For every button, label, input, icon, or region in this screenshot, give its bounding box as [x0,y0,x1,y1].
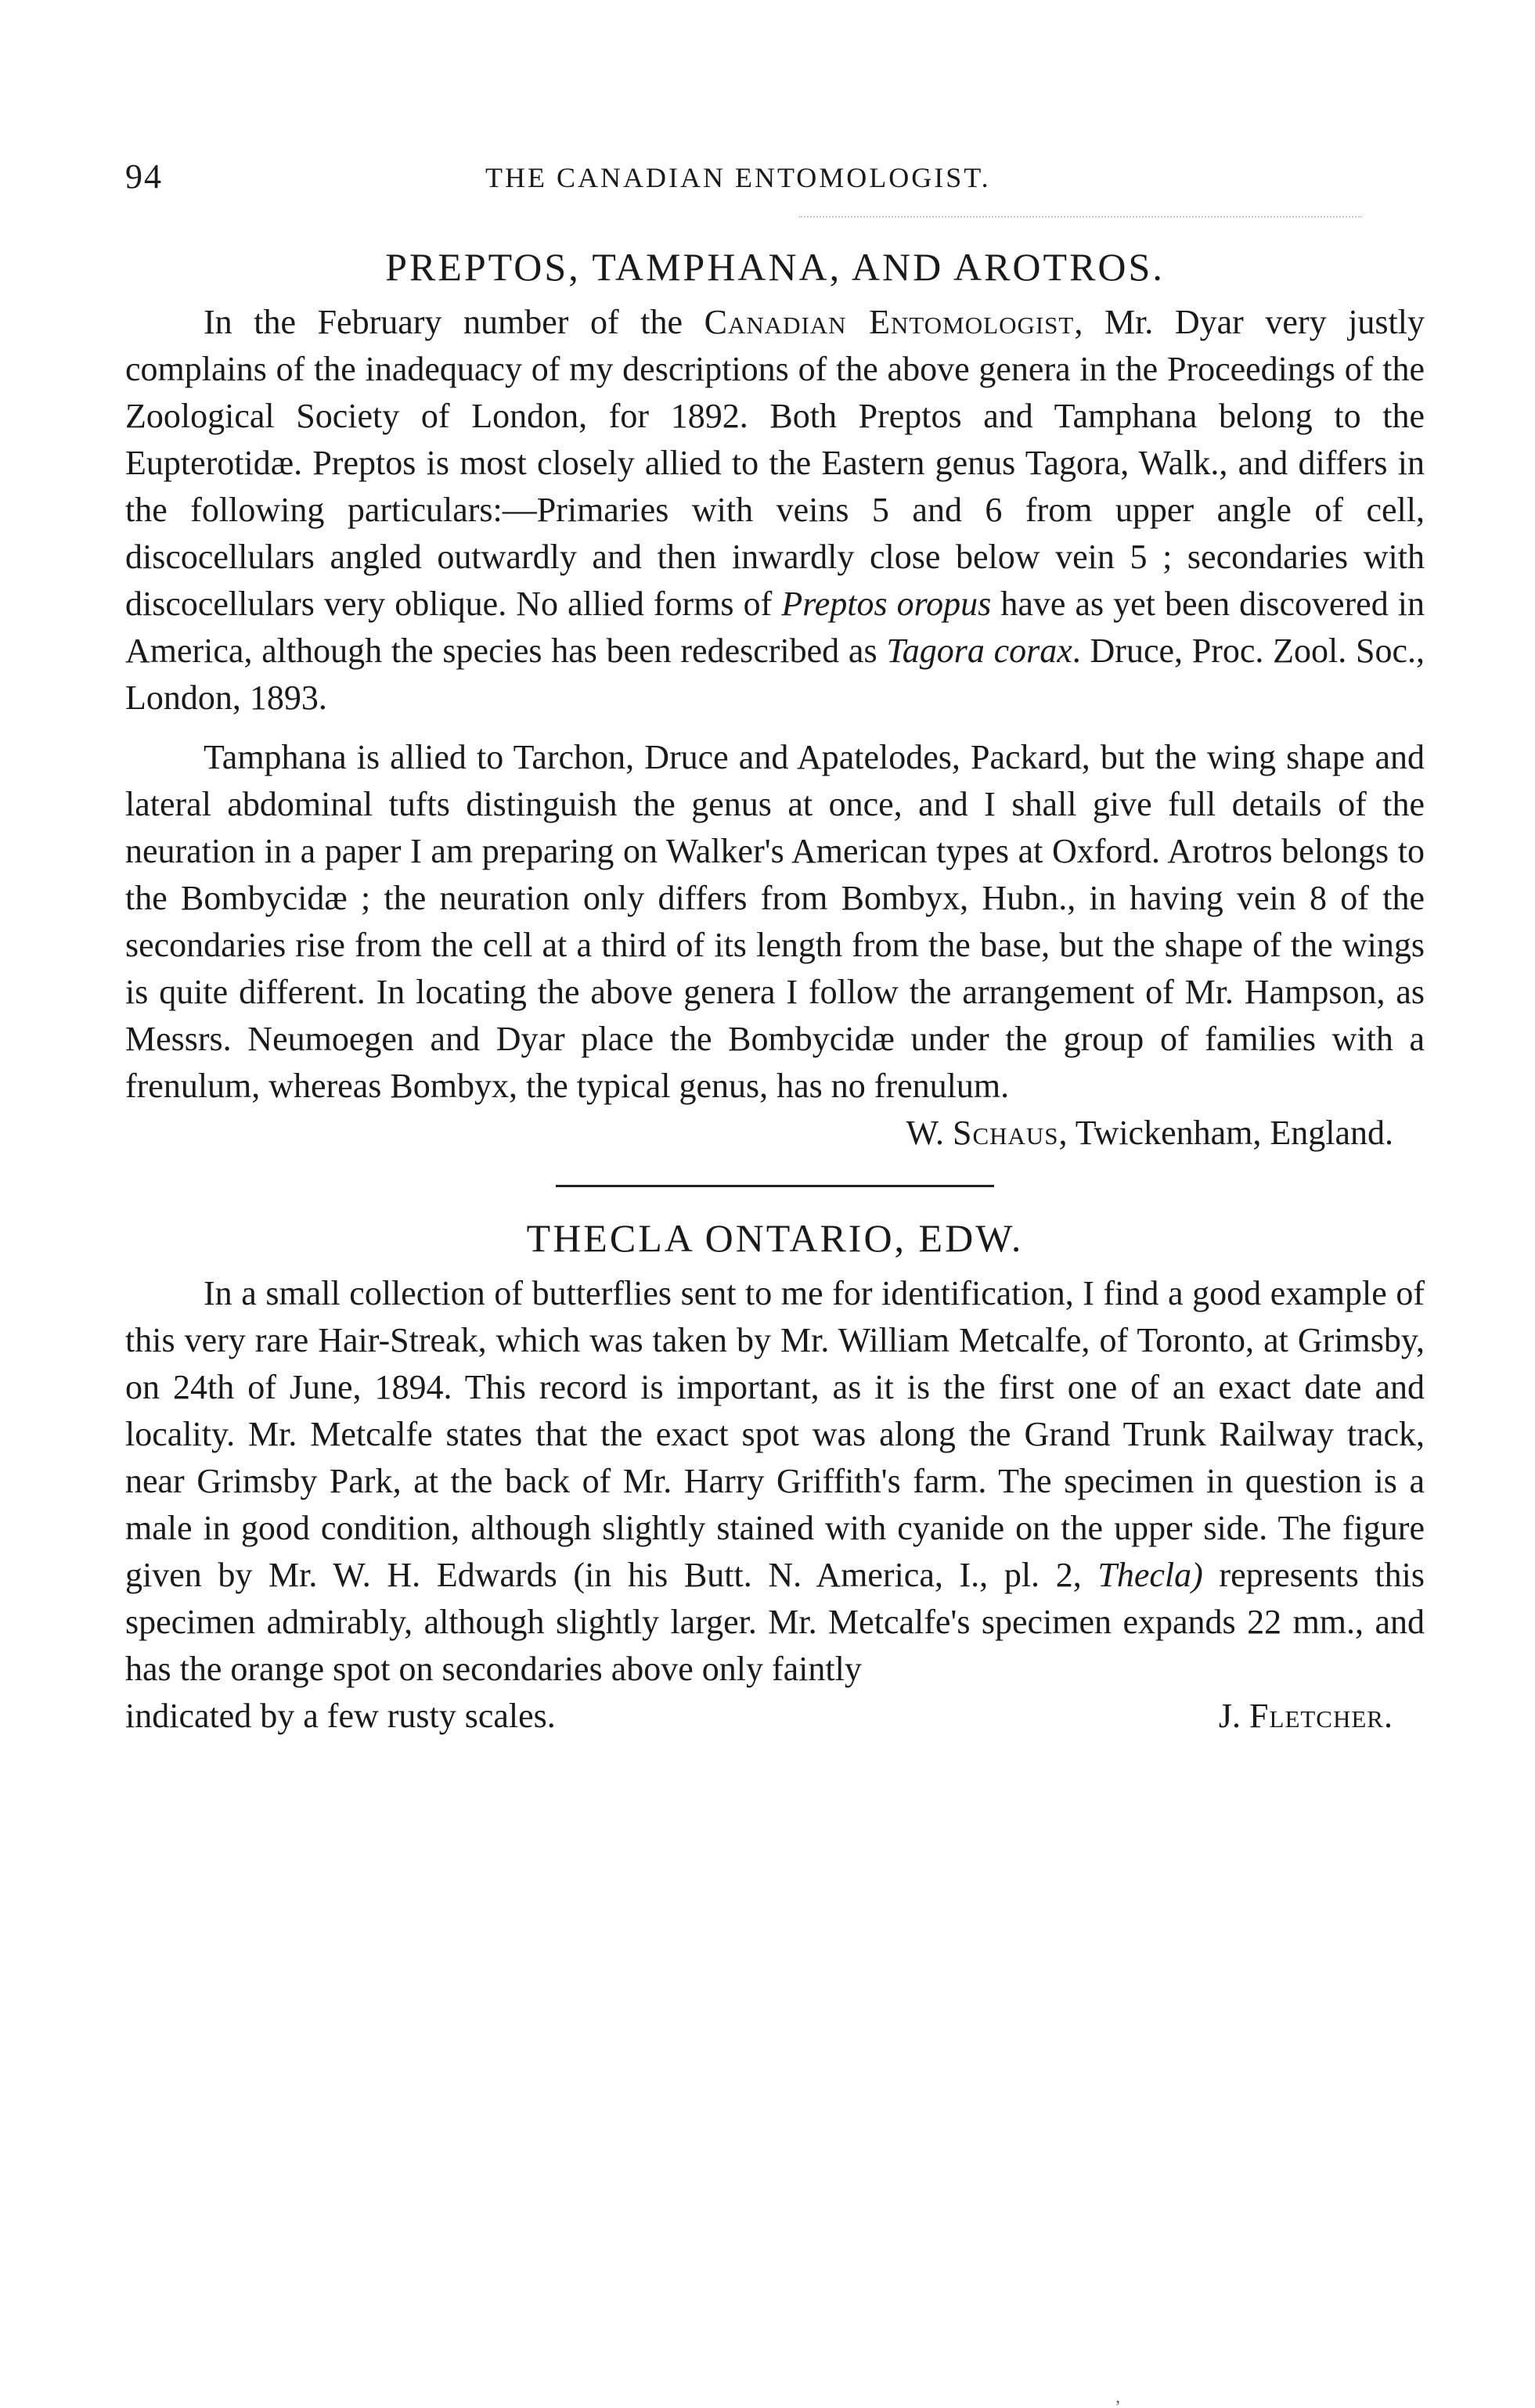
paragraph-text: In the February number of the [204,303,704,341]
paragraph-text: . Druce, Proc. Zool. Soc., London, 1893. [125,632,1425,717]
author-initial: J. [1218,1697,1250,1735]
page-speck: ‚ [1115,2387,1121,2407]
article-title-thecla: THECLA ONTARIO, EDW. [526,1216,1024,1260]
paragraph-text: represents this specimen admirably, although slightly larger. Mr. Metcalfe's specimen expands 22 mm., and has the orange spot on secondaries above only faintly [125,1556,1425,1688]
header-rule [798,216,1362,218]
article-paragraph [125,299,1425,722]
author-name: Schaus [952,1114,1059,1152]
author-signature [1219,1693,1393,1740]
author-initial: W. [906,1114,953,1152]
article-title-preptos: PREPTOS, TAMPHANA, AND AROTROS. [385,245,1165,289]
species-name: Tagora corax [886,632,1072,670]
paragraph-text: In a small collection of butterflies sent to me for identification, I find a good example of this very rare Hair-Streak, which was taken by Mr. William Metcalfe, of Toronto, at Grimsby, on 24th of June, 1894. This record is important, as it is the first one of an exact date and locality. Mr. Metcalfe states that the exact spot was along the Grand Trunk Railway track, near Grimsby Park, at the back of Mr. Harry Griffith's farm. The specimen in question is a male in good condition, although slightly stained with cyanide on the upper side. The figure given by Mr. W. H. Edwards (in his Butt. N. America, I., pl. 2, [125,1274,1425,1594]
running-head [125,157,1425,203]
article-paragraph: Tamphana is allied to Tarchon, Druce and Apatelodes, Packard, but the wing shape and lateral abdominal tufts distinguish the genus at once, and I shall give full details of the neuration in a paper I am preparing on Walker's American types at Oxford. Arotros belongs to the Bombycidæ ; the neuration only differs from Bombyx, Hubn., in having vein 8 of the secondaries rise from the cell at a third of its length from the base, but the shape of the wings is quite different. In locating the above genera I follow the arrangement of Mr. Hampson, as Messrs. Neumoegen and Dyar place the Bombycidæ under the group of families with a frenulum, whereas Bombyx, the typical genus, has no frenulum. [125,738,1425,1105]
section-divider [556,1185,994,1187]
page-number: 94 [125,157,163,196]
genus-name: Thecla) [1097,1556,1203,1594]
closing-text: indicated by a few rusty scales. [125,1697,556,1735]
running-title: THE CANADIAN ENTOMOLOGIST. [485,162,991,193]
page [125,157,1425,1740]
author-signature [125,1110,1425,1157]
journal-name: Canadian Entomologist [704,303,1075,341]
paragraph-text: have as yet been discovered in America, although the species has been redescribed as [125,585,1425,670]
species-name: Preptos oropus [781,585,992,623]
closing-line [125,1693,1425,1740]
author-place: , Twickenham, England. [1058,1114,1393,1152]
article-paragraph [125,1270,1425,1693]
author-name: Fletcher. [1249,1697,1393,1735]
paragraph-text: , Mr. Dyar very justly complains of the inadequacy of my descriptions of the above genera in the Proceedings of the Zoological Society of London, for 1892. Both Preptos and Tamphana belong to the Eupterotidæ. Preptos is most closely allied to the Eastern genus Tagora, Walk., and differs in the following particulars:—Primaries with veins 5 and 6 from upper angle of cell, discocellulars angled outwardly and then inwardly close below vein 5 ; secondaries with discocellulars very oblique. No allied forms of [125,303,1425,623]
